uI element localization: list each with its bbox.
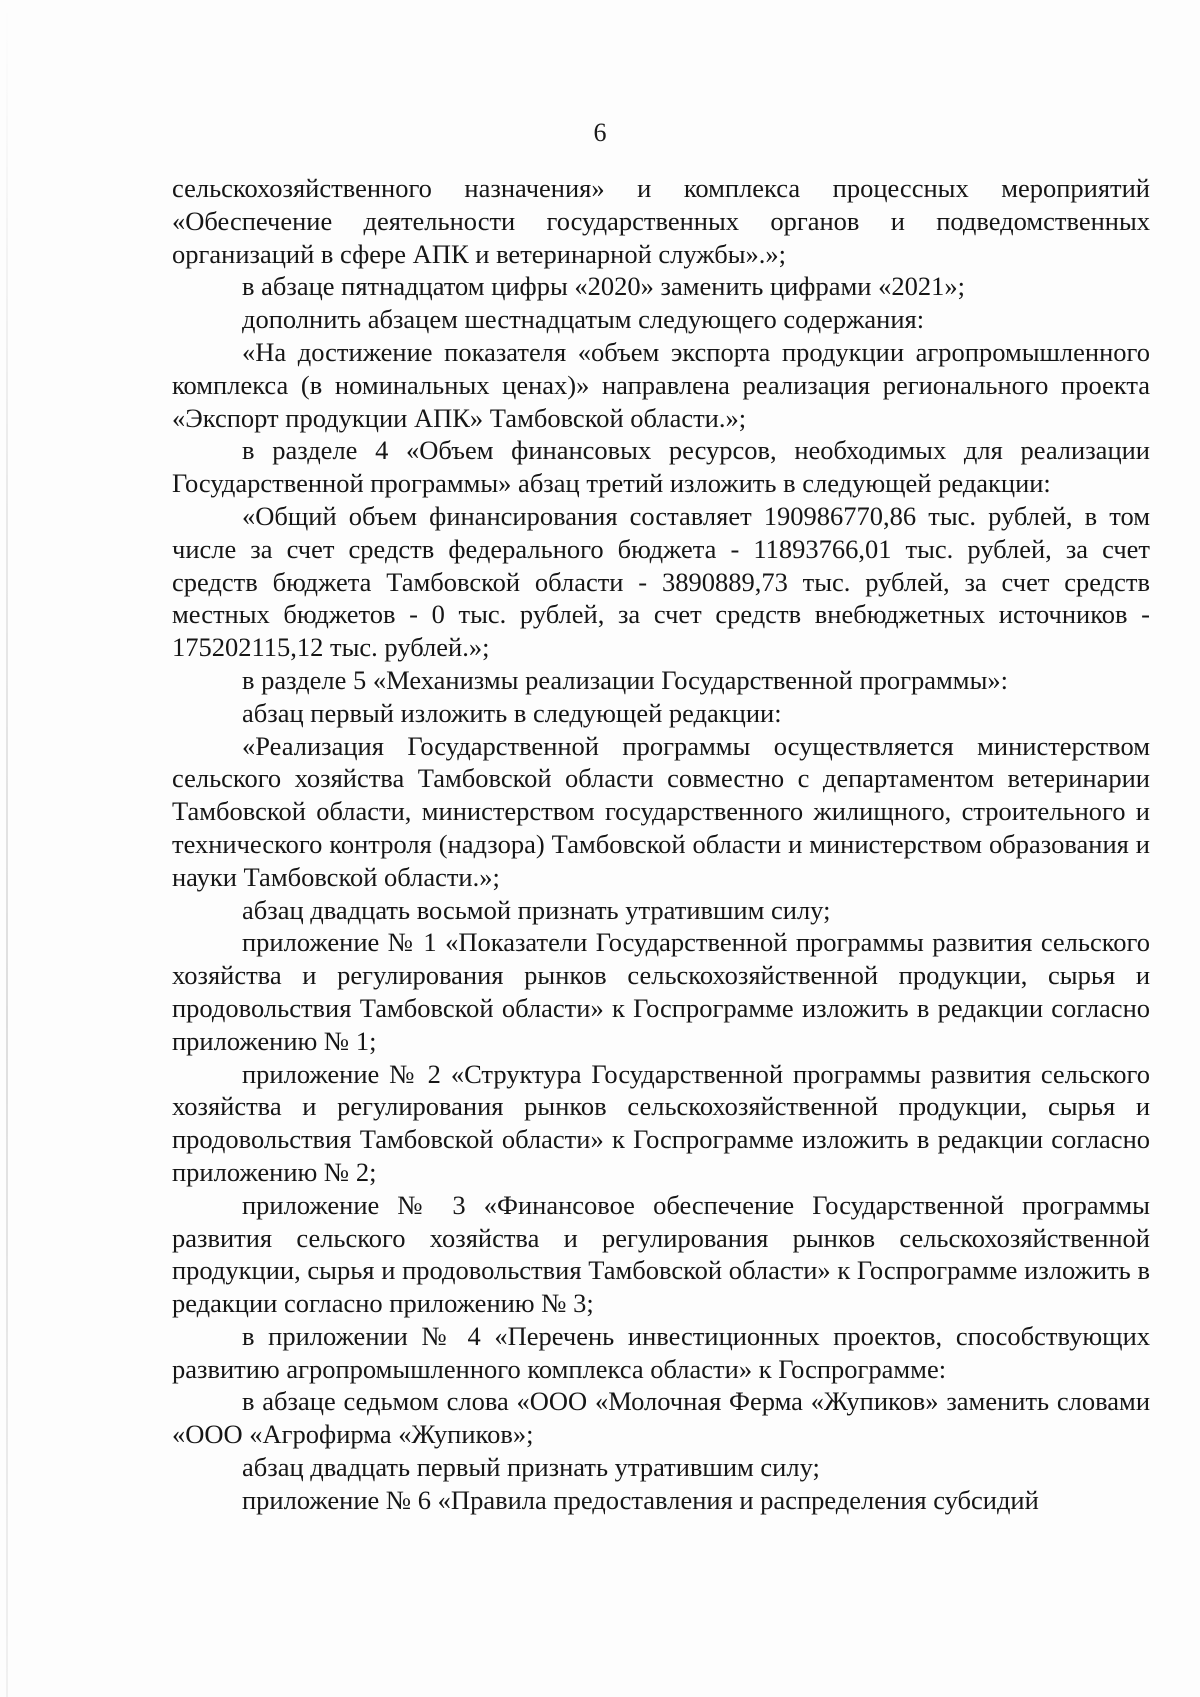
paragraph: абзац двадцать восьмой признать утратившим силу; bbox=[242, 894, 831, 925]
paragraph: приложение № 6 «Правила предоставления и распределения субсидий bbox=[242, 1484, 1039, 1515]
paragraph: приложение № 3 «Финансовое обеспечение Государственной программы развития сельского хозяйства и регулирования рынков сельскохозяйственной продукции, сырья и продовольствия Тамбовской области» к Госпрограмме изложить в редакции согласно приложению № 3; bbox=[172, 1189, 1150, 1319]
paragraph: «На достижение показателя «объем экспорта продукции агропромышленного комплекса (в номинальных ценах)» направлена реализация регионального проекта «Экспорт продукции АПК» Тамбовской области.»; bbox=[172, 336, 1150, 433]
paragraph: приложение № 2 «Структура Государственной программы развития сельского хозяйства и регулирования рынков сельскохозяйственной продукции, сырья и продовольствия Тамбовской области» к Госпрограмме изложить в редакции согласно приложению № 2; bbox=[172, 1058, 1150, 1187]
paragraph: абзац первый изложить в следующей редакции: bbox=[242, 697, 782, 728]
paragraph: «Реализация Государственной программы осуществляется министерством сельского хозяйства Тамбовской области совместно с департаментом ветеринарии Тамбовской области, министерством государственного жилищного, строительного и технического контроля (надзора) Тамбовской области и министерством образования и науки Тамбовской области.»; bbox=[172, 730, 1150, 892]
paragraph: в разделе 5 «Механизмы реализации Государственной программы»: bbox=[242, 664, 1008, 695]
paragraph-continuation: сельскохозяйственного назначения» и комплекса процессных мероприятий «Обеспечение деятельности государственных органов и подведомственных организаций в сфере АПК и ветеринарной службы».»; bbox=[172, 173, 1150, 269]
paragraph: «Общий объем финансирования составляет 190986770,86 тыс. рублей, в том числе за счет средств федерального бюджета - 11893766,01 тыс. рублей, за счет средств бюджета Тамбовской области - 3890889,73 тыс. рублей, за счет средств местных бюджетов - 0 тыс. рублей, за счет средств внебюджетных источников - 175202115,12 тыс. рублей.»; bbox=[172, 500, 1150, 663]
paragraph: в приложении № 4 «Перечень инвестиционных проектов, способствующих развитию агропромышленного комплекса области» к Госпрограмме: bbox=[172, 1320, 1150, 1384]
paragraph: в абзаце пятнадцатом цифры «2020» заменить цифрами «2021»; bbox=[242, 271, 965, 302]
paragraph: дополнить абзацем шестнадцатым следующего содержания: bbox=[242, 304, 925, 335]
paragraph: абзац двадцать первый признать утратившим силу; bbox=[242, 1452, 820, 1483]
paragraph: приложение № 1 «Показатели Государственной программы развития сельского хозяйства и регулирования рынков сельскохозяйственной продукции, сырья и продовольствия Тамбовской области» к Госпрограмме изложить в редакции согласно приложению № 1; bbox=[172, 927, 1150, 1056]
scan-edge-shadow bbox=[6, 0, 8, 1697]
page-number: 6 bbox=[593, 118, 607, 147]
paragraph: в разделе 4 «Объем финансовых ресурсов, необходимых для реализации Государственной программы» абзац третий изложить в следующей редакции: bbox=[172, 435, 1150, 499]
document-body bbox=[172, 172, 1150, 1517]
paragraph: в абзаце седьмом слова «ООО «Молочная Ферма «Жупиков» заменить словами «ООО «Агрофирма «Жупиков»; bbox=[172, 1386, 1150, 1450]
